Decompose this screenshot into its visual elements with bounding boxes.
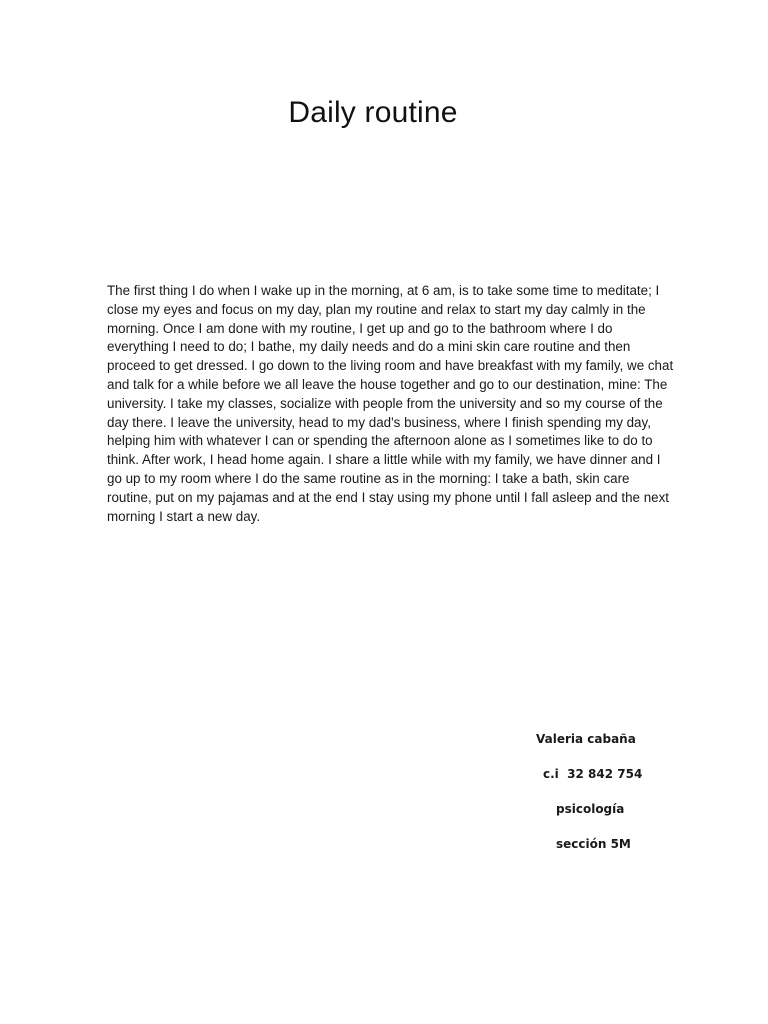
author-career: psicología [556, 802, 625, 816]
author-id-number: c.i 32 842 754 [543, 767, 643, 781]
signature-block [500, 728, 680, 868]
page-title: Daily routine [288, 96, 458, 129]
author-name: Valeria cabaña [536, 732, 636, 746]
body-paragraph: The first thing I do when I wake up in the morning, at 6 am, is to take some time to meditate; I close my eyes and focus on my day, plan my routine and relax to start my day calmly in the morning. Once I am done with my routine, I get up and go to the bathroom where I do everything I need to do; I bathe, my daily needs and do a mini skin care routine and then proceed to get dressed. I go down to the living room and have breakfast with my family, we chat and talk for a while before we all leave the house together and go to our destination, mine: The university. I take my classes, socialize with people from the university and so my course of the day there. I leave the university, head to my dad's business, where I finish spending my day, helping him with whatever I can or spending the afternoon alone as I sometimes like to do to think. After work, I head home again. I share a little while with my family, we have dinner and I go up to my room where I do the same routine as in the morning: I take a bath, skin care routine, put on my pajamas and at the end I stay using my phone until I fall asleep and the next morning I start a new day. [107, 283, 674, 524]
author-section: sección 5M [556, 837, 631, 851]
